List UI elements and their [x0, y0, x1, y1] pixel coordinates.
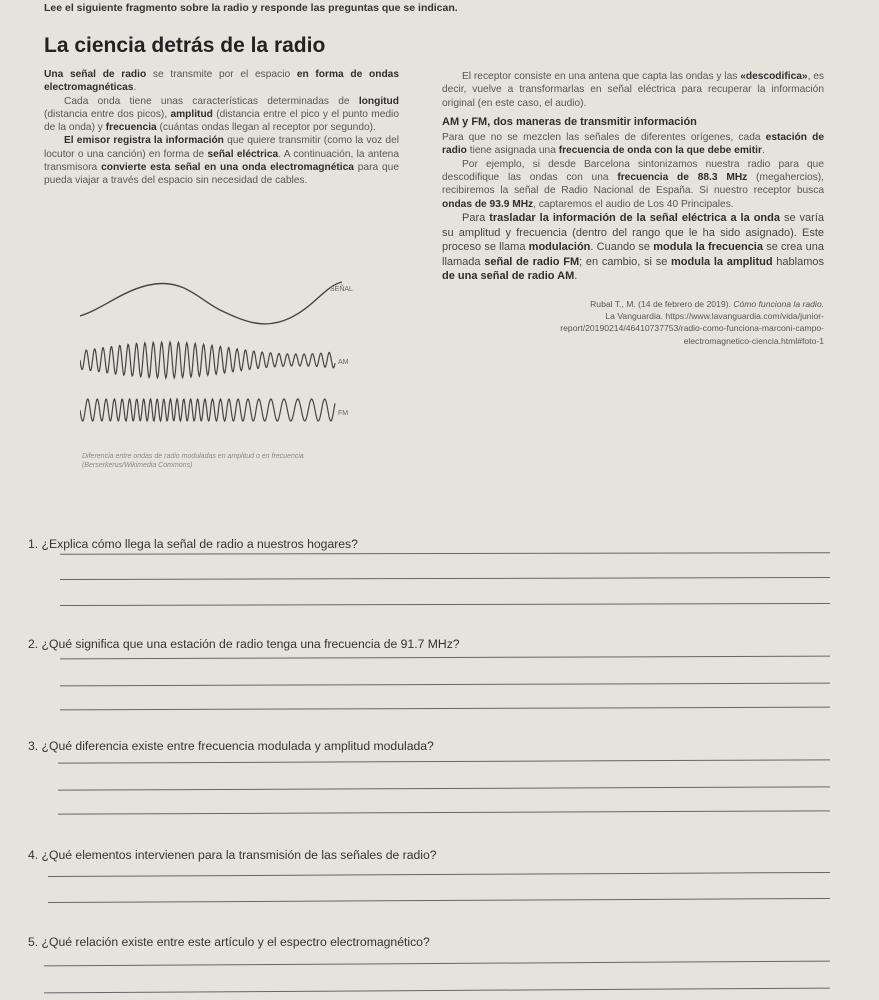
question-3: 3. ¿Qué diferencia existe entre frecuencia modulada y amplitud modulada?: [28, 739, 434, 753]
text-run: Rubal T., M. (14 de febrero de 2019).: [590, 298, 734, 309]
term-decodes: «descodifica»: [740, 71, 808, 82]
right-paragraph-3: [442, 158, 824, 211]
text-run: .: [574, 270, 578, 283]
answer-line[interactable]: [60, 683, 830, 687]
text-run: (cuántas ondas llegan al receptor por segundo).: [156, 122, 376, 134]
source-citation: [442, 298, 824, 347]
answer-line[interactable]: [60, 656, 830, 660]
text-run: .: [133, 82, 137, 94]
term-converts-signal: convierte esta señal en una onda electromagnética: [101, 162, 354, 174]
question-1: 1. ¿Explica cómo llega la señal de radio a nuestros hogares?: [28, 537, 358, 551]
text-run: se crea una llamada: [442, 241, 824, 268]
text-run: hablamos: [772, 255, 824, 268]
section-heading: AM y FM, dos maneras de transmitir información: [442, 115, 697, 128]
text-run: (megahercios), recibiremos la señal de Radio Nacional de España. Si nuestro receptor busca: [442, 172, 825, 197]
answer-line[interactable]: [48, 898, 830, 903]
right-paragraph-2: [442, 131, 824, 158]
term-88-3: frecuencia de 88.3 MHz: [617, 172, 748, 184]
answer-line[interactable]: [44, 961, 830, 967]
question-4: 4. ¿Qué elementos intervienen para la transmisión de las señales de radio?: [28, 848, 437, 862]
term-modulation: modulación: [528, 241, 591, 254]
instructions: Lee el siguiente fragmento sobre la radio y responde las preguntas que se indican.: [44, 2, 458, 14]
text-run: . A continuación, la antena transmisora: [44, 148, 399, 174]
caption-text: Diferencia entre ondas de radio moduladas en amplitud o en frecuencia: [82, 453, 304, 460]
term-fm-signal: señal de radio FM: [484, 255, 580, 268]
text-run: (distancia entre el pico y el punto medio de la onda) y: [44, 108, 399, 134]
answer-line[interactable]: [58, 759, 830, 763]
left-column: [44, 68, 399, 188]
signal-wave: [80, 282, 342, 324]
text-run: para que pueda viajar a través del espacio sin necesidad de cables.: [44, 162, 399, 187]
term-93-9: ondas de 93.9 MHz: [442, 198, 534, 210]
modulation-waves-figure: [80, 278, 360, 438]
text-run: Para que no se mezclen las señales de diferentes orígenes, cada: [442, 132, 766, 144]
answer-line[interactable]: [58, 810, 830, 814]
text-run: Por ejemplo, si desde Barcelona sintonizamos nuestra radio para que descodifique las ondas con una: [442, 158, 824, 184]
citation-line-1: [442, 298, 824, 310]
left-paragraph-3: [44, 134, 399, 187]
label-fm: FM: [338, 410, 349, 417]
answer-line[interactable]: [60, 707, 830, 711]
term-length: longitud: [358, 95, 399, 107]
term-am-signal: de una señal de radio AM: [442, 270, 575, 283]
text-run: .: [761, 145, 765, 157]
caption-credit: (Berserkerus/Wikimedia Commons): [82, 462, 193, 469]
text-run: ; en cambio, si se: [579, 255, 672, 268]
answer-line[interactable]: [58, 786, 830, 790]
term-emitter: El emisor registra la información: [64, 135, 224, 147]
answer-line[interactable]: [60, 577, 830, 580]
text-run: que quiere transmitir (como la voz del locutor o una canción) en forma de: [44, 135, 399, 160]
text-run: tiene asignada una: [466, 145, 559, 157]
question-2: 2. ¿Qué significa que una estación de radio tenga una frecuencia de 91.7 MHz?: [28, 637, 460, 651]
text-run: Cada onda tiene unas características determinadas de: [64, 95, 359, 107]
text-run: El receptor consiste en una antena que capta las ondas y las: [462, 71, 741, 82]
text-run: , es decir, vuelve a transformarlas en señal eléctrica para recuperar la información original (en este caso, el audio).: [442, 71, 825, 109]
term-radio-signal: Una señal de radio: [44, 69, 147, 80]
term-electromagnetic-waves: en forma de ondas electromagnéticas: [44, 69, 400, 94]
term-modulate-frequency: modula la frecuencia: [653, 241, 763, 254]
term-modulate-amplitude: modula la amplitud: [671, 255, 773, 268]
figure-caption: [82, 452, 362, 470]
label-am: AM: [338, 359, 349, 366]
fm-wave: [80, 399, 335, 421]
answer-line[interactable]: [60, 552, 830, 555]
text-run: se transmite por el espacio: [146, 69, 297, 80]
text-run: . Cuando se: [590, 241, 654, 254]
text-run: Para: [462, 211, 490, 224]
term-frequency: frecuencia: [105, 122, 157, 134]
left-paragraph-1: [44, 68, 399, 95]
term-station: estación de radio: [442, 132, 824, 157]
term-electric-signal: señal eléctrica: [207, 148, 279, 160]
term-amplitude: amplitud: [170, 108, 213, 120]
answer-line[interactable]: [60, 603, 830, 606]
text-run: (distancia entre dos picos),: [44, 108, 171, 120]
label-signal: SEÑAL: [330, 286, 353, 293]
question-5: 5. ¿Qué relación existe entre este artículo y el espectro electromagnético?: [28, 935, 430, 949]
citation-line-3: report/20190214/46410737753/radio-como-funciona-marconi-campo-: [560, 323, 824, 334]
right-paragraph-4: [442, 211, 824, 284]
answer-line[interactable]: [44, 988, 830, 994]
text-run: , captaremos el audio de Los 40 Principales.: [533, 198, 734, 210]
right-column: [442, 70, 824, 347]
left-paragraph-2: [44, 95, 399, 135]
text-run: se varía su amplitud y frecuencia (dentro del rango que le ha sido asignado). Este proceso se llama: [442, 211, 824, 254]
term-transfer-info: trasladar la información de la señal eléctrica a la onda: [489, 211, 780, 224]
term-assigned-frequency: frecuencia de onda con la que debe emitir: [558, 145, 762, 157]
citation-title: Cómo funciona la radio.: [733, 298, 824, 309]
article-title: La ciencia detrás de la radio: [44, 34, 326, 57]
citation-line-2: La Vanguardia. https://www.lavanguardia.com/vida/junior-: [605, 311, 824, 322]
right-paragraph-1: [442, 70, 824, 110]
citation-line-4: electromagnetico-ciencia.html#foto-1: [683, 335, 824, 346]
answer-line[interactable]: [48, 872, 830, 877]
am-wave: [80, 342, 335, 378]
